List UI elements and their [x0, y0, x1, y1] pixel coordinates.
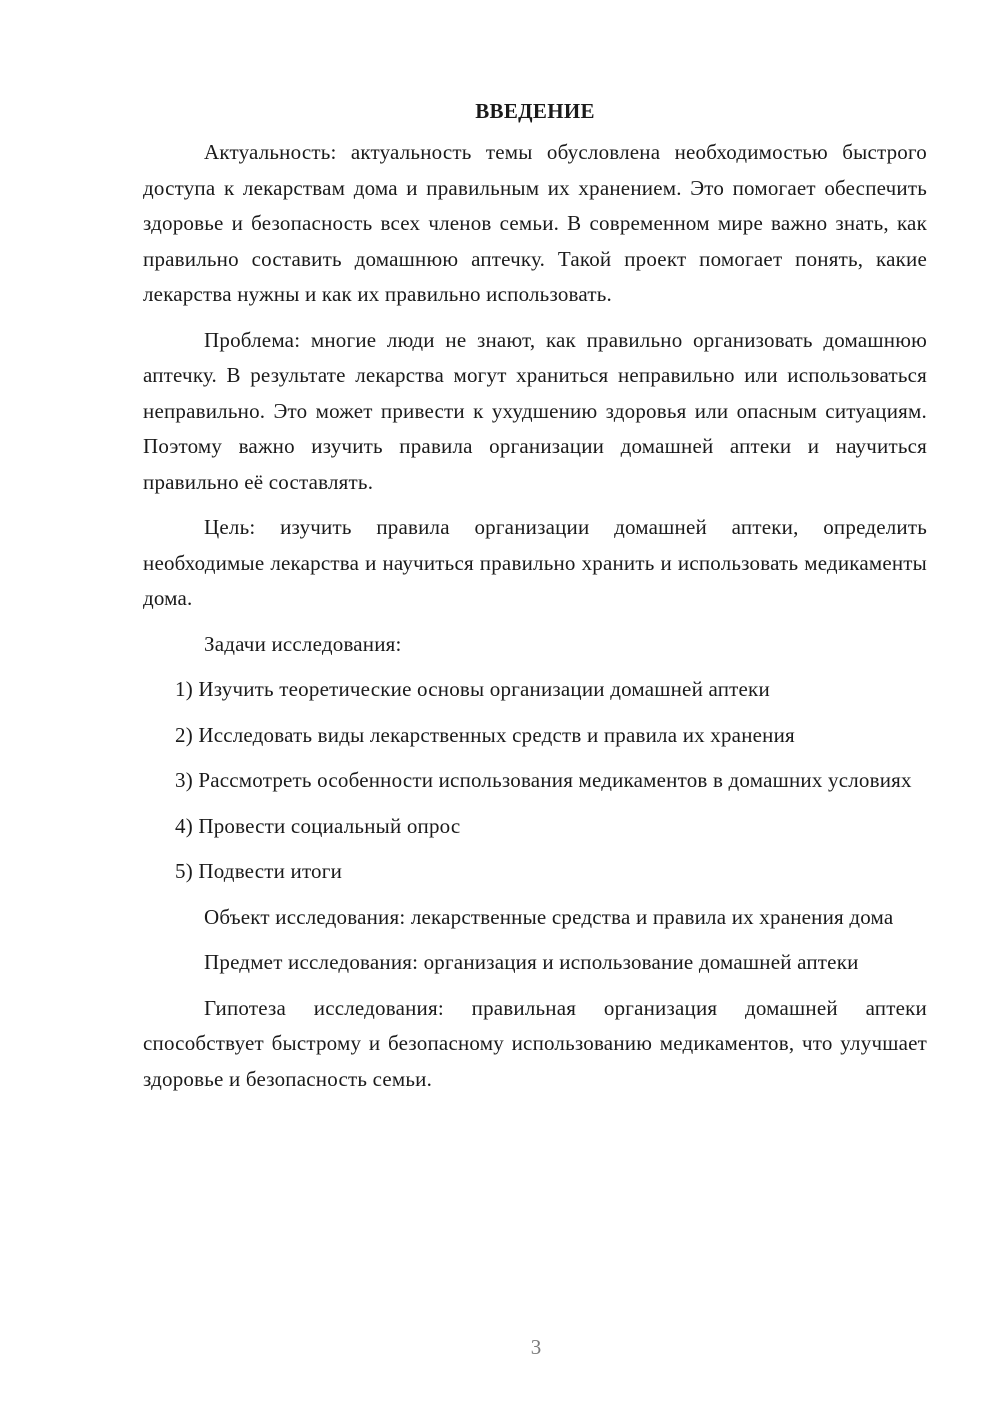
- problem-paragraph: Проблема: многие люди не знают, как правильно организовать домашнюю аптечку. В результате лекарства могут храниться неправильно или использоваться неправильно. Это может привести к ухудшению здоровья или опасным ситуациям. Поэтому важно изучить правила организации домашней аптеки и научиться правильно её составлять.: [143, 327, 927, 494]
- list-item: 4) Провести социальный опрос: [175, 813, 461, 838]
- hypothesis-paragraph: Гипотеза исследования: правильная организация домашней аптеки способствует быстрому и безопасному использованию медикаментов, что улучшает здоровье и безопасность семьи.: [143, 995, 927, 1091]
- goal-paragraph: Цель: изучить правила организации домашней аптеки, определить необходимые лекарства и научиться правильно хранить и использовать медикаменты дома.: [143, 515, 927, 610]
- subject-paragraph: Предмет исследования: организация и использование домашней аптеки: [204, 950, 859, 974]
- list-item: 5) Подвести итоги: [175, 859, 343, 883]
- list-item: 2) Исследовать виды лекарственных средств и правила их хранения: [175, 722, 795, 747]
- list-item: 3) Рассмотреть особенности использования медикаментов в домашних условиях: [175, 768, 912, 792]
- page-number: 3: [530, 1335, 542, 1359]
- list-item: 1) Изучить теоретические основы организации домашней аптеки: [175, 677, 770, 701]
- object-paragraph: Объект исследования: лекарственные средства и правила их хранения дома: [204, 904, 894, 929]
- section-title: ВВЕДЕНИЕ: [475, 99, 595, 123]
- relevance-paragraph: Актуальность: актуальность темы обусловлена необходимостью быстрого доступа к лекарствам дома и правильным их хранением. Это помогает обеспечить здоровье и безопасность всех членов семьи. В современном мире важно знать, как правильно составить домашнюю аптечку. Такой проект помогает понять, какие лекарства нужны и как их правильно использовать.: [143, 140, 927, 306]
- tasks-heading: Задачи исследования:: [204, 631, 402, 656]
- page-content: [143, 97, 927, 1107]
- tasks-list: [143, 672, 927, 890]
